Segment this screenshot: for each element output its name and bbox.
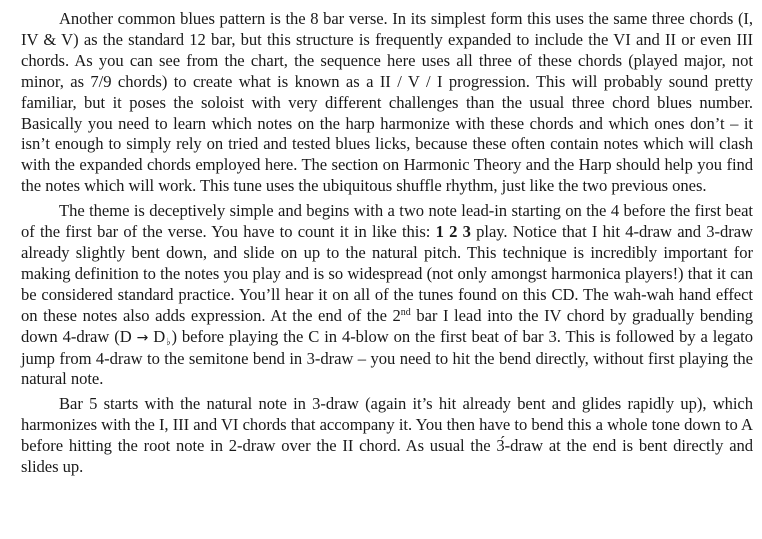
- paragraph-bar-5: Bar 5 starts with the natural note in 3-draw (again it’s hit already bent and glides rapidly up), which harmonizes with the I, III and VI chords that accompany it. You then have to bend this a whole tone down to A before hitting the root note in 2-draw over the II chord. As usual the 3́-draw at the end is bent directly and slides up.: [21, 394, 753, 477]
- ordinal-suffix: nd: [400, 306, 411, 318]
- paragraph-8-bar-verse: Another common blues pattern is the 8 bar verse. In its simplest form this uses the same three chords (I, IV & V) as the standard 12 bar, but this structure is frequently expanded to include the VI and II or even III chords. As you can see from the chart, the sequence here uses all three of these chords (played major, not minor, as 7/9 chords) to create what is known as a II / V / I progression. This will probably sound pretty familiar, but it poses the soloist with very different challenges than the usual three chord blues number. Basically you need to learn which notes on the harp harmonize with these chords and which ones don’t – it isn’t enough to simply rely on tried and tested blues licks, because these often contain notes which will clash with the expanded chords employed here. The section on Harmonic Theory and the Harp should help you find the notes which will work. This tune uses the ubiquitous shuffle rhythm, just like the two previous ones.: [21, 9, 753, 196]
- right-arrow-icon: →: [136, 329, 149, 346]
- theme-text-part-5: ) before playing the C in 4-blow on the first beat of bar 3. This is followed by a legato jump from 4-draw to the semitone bend in 3-draw – you need to hit the bend directly, without first playing the natural note.: [21, 326, 753, 389]
- theme-text-part-1: The theme is deceptively simple and begins with a two note lead-in starting on the 4 before the first beat of the first bar of the verse. You have to count it in like this:: [21, 201, 753, 242]
- theme-text-part-3: bar I lead into the IV chord by gradually bending down 4-draw (D: [21, 305, 753, 346]
- count-in-numbers: 1 2 3: [435, 222, 471, 242]
- theme-text-part-4: D: [148, 326, 166, 346]
- body-text: [21, 9, 753, 478]
- theme-text-part-2: play. Notice that I hit 4-draw and 3-draw already slightly bent down, and slide on up to the natural pitch. This technique is incredibly important for making definition to the notes you play and is so widespread (not only amongst harmonica players!) that it can be considered standard practice. You’ll hear it on all of the tunes found on this CD. The wah-wah hand effect on these notes also adds expression. At the end of the 2: [21, 222, 753, 325]
- paragraph-theme: [21, 201, 753, 390]
- flat-symbol: ♭: [165, 336, 172, 348]
